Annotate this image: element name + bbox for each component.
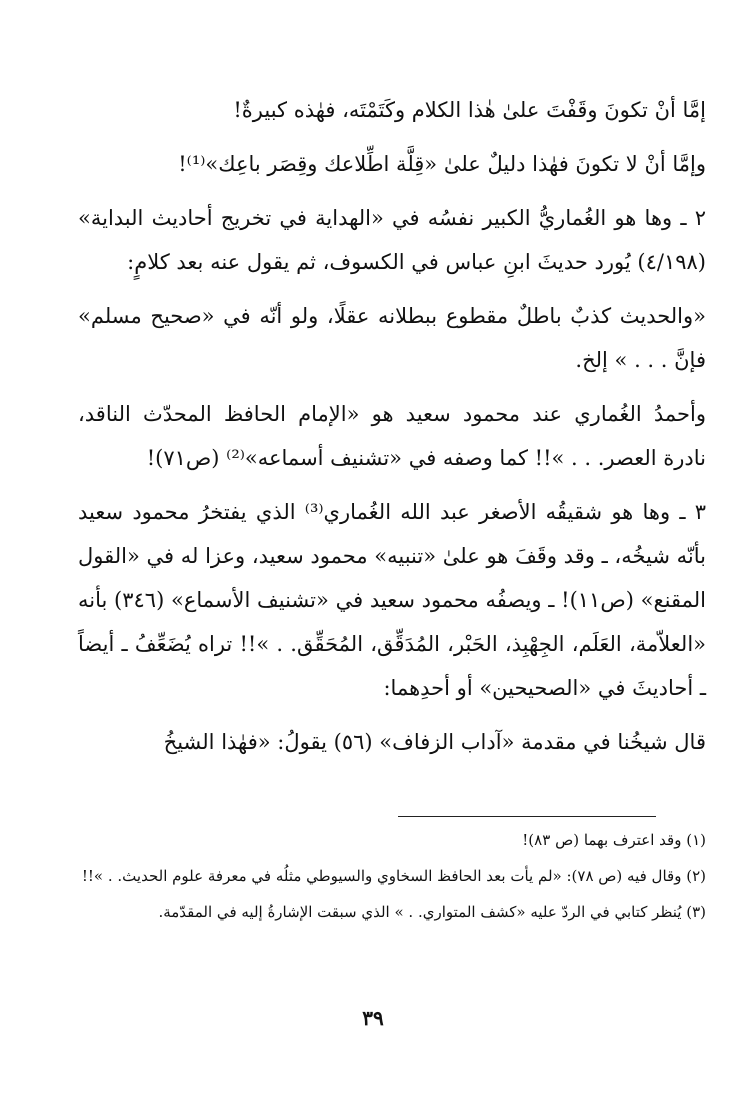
paragraph: ٢ ـ وها هو الغُماريُّ الكبير نفسُه في «الهداية في تخريج أحاديث البداية» (٤/١٩٨) يُورد حديثَ ابنِ عباس في الكسوف، ثم يقول عنه بعد كلامٍ: <box>78 206 706 274</box>
footnote: (١) وقد اعترف بهما (ص ٨٣)! <box>522 831 706 849</box>
footnote-separator <box>398 816 656 817</box>
main-text <box>78 88 706 764</box>
paragraph: وأحمدُ الغُماري عند محمود سعيد هو «الإمام الحافظ المحدّث الناقد، نادرة العصر. . . »!! كما وصفه في «تشنيف أسماعه»⁽²⁾ (ص٧١)! <box>78 402 706 470</box>
footnote: (٢) وقال فيه (ص ٧٨): «لم يأت بعد الحافظ السخاوي والسيوطي مثلُه في معرفة علوم الحديث. . »!! <box>81 867 706 885</box>
footnotes <box>78 822 706 930</box>
paragraph: إمَّا أنْ تكونَ وقَفْتَ علىٰ هٰذا الكلام وكَتَمْتَه، فهٰذه كبيرةٌ! <box>233 98 706 122</box>
page-number: ٣٩ <box>362 1006 384 1030</box>
paragraph: قال شيخُنا في مقدمة «آداب الزفاف» (٥٦) يقولُ: «فهٰذا الشيخُ <box>163 730 706 754</box>
paragraph: ٣ ـ وها هو شقيقُه الأصغر عبد الله الغُماري⁽³⁾ الذي يفتخرُ محمود سعيد بأنّه شيخُه، ـ وقد وقَفَ هو علىٰ «تنبيه» محمود سعيد، وعزا له في «القول المقنع» (ص١١)! ـ ويصفُه محمود سعيد في «تشنيف الأسماع» (٣٤٦) بأنه «العلاّمة، العَلَم، الجِهْبِذ، الحَبْر، المُدَقِّق، المُحَقِّق. . »!! تراه يُضَعِّفُ ـ أيضاً ـ أحاديثَ في «الصحيحين» أو أحدِهما: <box>78 500 706 700</box>
paragraph: وإمَّا أنْ لا تكونَ فهٰذا دليلٌ علىٰ «قِلَّة اطِّلاعك وقِصَر باعِك»⁽¹⁾! <box>178 152 706 176</box>
quote-paragraph: «والحديث كذبٌ باطلٌ مقطوع ببطلانه عقلًا، ولو أنّه في «صحيح مسلم» فإنَّ . . . » إلخ. <box>78 304 706 372</box>
footnote: (٣) يُنظر كتابي في الردّ عليه «كشف المتواري. . » الذي سبقت الإشارةُ إليه في المقدّمة. <box>158 903 706 921</box>
